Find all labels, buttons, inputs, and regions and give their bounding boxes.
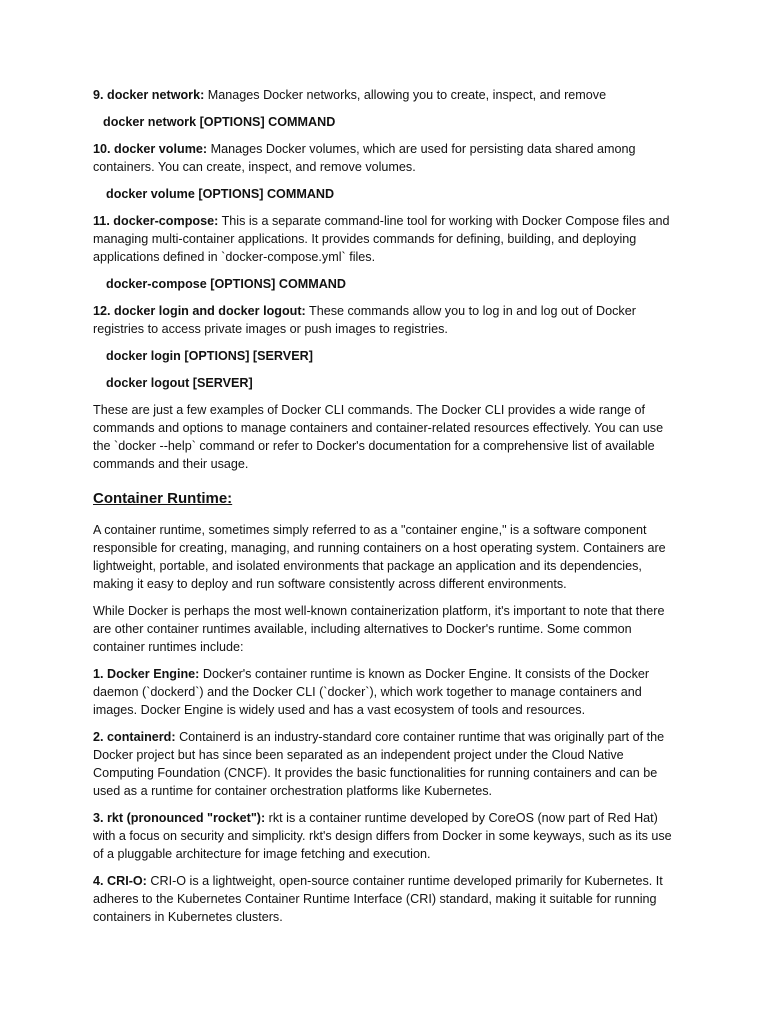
- cli-summary-paragraph: These are just a few examples of Docker CLI commands. The Docker CLI provides a wide range of commands and options to manage containers and container-related resources effectively. You can use the `docker --help` command or refer to Docker's documentation for a comprehensive list of available commands and their usage.: [93, 403, 664, 471]
- runtime-item-containerd: [93, 728, 678, 800]
- runtime-item-rkt: [93, 809, 678, 863]
- command-usage: docker login [OPTIONS] [SERVER]: [106, 349, 313, 363]
- runtime-title: 3. rkt (pronounced "rocket"):: [93, 811, 266, 825]
- runtime-title: 2. containerd:: [93, 730, 176, 744]
- section-heading: Container Runtime:: [93, 490, 233, 507]
- runtime-intro-paragraph: A container runtime, sometimes simply referred to as a "container engine," is a software component responsible for creating, managing, and running containers on a host operating system. Containers are lightweight, portable, and isolated environments that package an application and its dependencies, making it easy to deploy and run software consistently across different environments.: [93, 523, 666, 591]
- command-usage: docker-compose [OPTIONS] COMMAND: [106, 277, 347, 291]
- command-usage: docker logout [SERVER]: [106, 376, 253, 390]
- runtime-item-docker-engine: [93, 665, 678, 719]
- command-description: Manages Docker networks, allowing you to create, inspect, and remove: [204, 88, 607, 102]
- command-item-volume: [93, 140, 678, 176]
- command-description: These commands allow you to log in and log out of Docker registries to access private images or push images to registries.: [93, 304, 636, 336]
- document-page: [93, 86, 678, 935]
- runtime-item-cri-o: [93, 872, 678, 926]
- command-item-network: [93, 86, 678, 104]
- command-description: This is a separate command-line tool for working with Docker Compose files and managing multi-container applications. It provides commands for defining, building, and deploying applications defined in `docker-compose.yml` files.: [93, 214, 670, 264]
- command-title: 10. docker volume:: [93, 142, 208, 156]
- command-title: 11. docker-compose:: [93, 214, 219, 228]
- command-description: Manages Docker volumes, which are used for persisting data shared among containers. You can create, inspect, and remove volumes.: [93, 142, 636, 174]
- runtime-title: 1. Docker Engine:: [93, 667, 200, 681]
- runtime-description: CRI-O is a lightweight, open-source container runtime developed primarily for Kubernetes. It adheres to the Kubernetes Container Runtime Interface (CRI) standard, making it suitable for running containers in Kubernetes clusters.: [93, 874, 663, 924]
- runtime-description: Containerd is an industry-standard core container runtime that was originally part of the Docker project but has since been separated as an independent project under the Cloud Native Computing Foundation (CNCF). It provides the basic functionalities for running containers and can be used as a runtime for container orchestration platforms like Kubernetes.: [93, 730, 665, 798]
- command-item-login-logout: [93, 302, 678, 338]
- runtime-title: 4. CRI-O:: [93, 874, 147, 888]
- runtime-description: rkt is a container runtime developed by CoreOS (now part of Red Hat) with a focus on security and simplicity. rkt's design differs from Docker in some keyways, such as its use of a pluggable architecture for image fetching and execution.: [93, 811, 672, 861]
- command-item-compose: [93, 212, 678, 266]
- command-title: 9. docker network:: [93, 88, 205, 102]
- runtime-description: Docker's container runtime is known as Docker Engine. It consists of the Docker daemon (`dockerd`) and the Docker CLI (`docker`), which work together to manage containers and images. Docker Engine is widely used and has a vast ecosystem of tools and resources.: [93, 667, 650, 717]
- command-usage: docker volume [OPTIONS] COMMAND: [106, 187, 335, 201]
- command-usage: docker network [OPTIONS] COMMAND: [103, 115, 336, 129]
- command-title: 12. docker login and docker logout:: [93, 304, 306, 318]
- runtime-intro2-paragraph: While Docker is perhaps the most well-known containerization platform, it's important to note that there are other container runtimes available, including alternatives to Docker's runtime. Some common container runtimes include:: [93, 604, 665, 654]
